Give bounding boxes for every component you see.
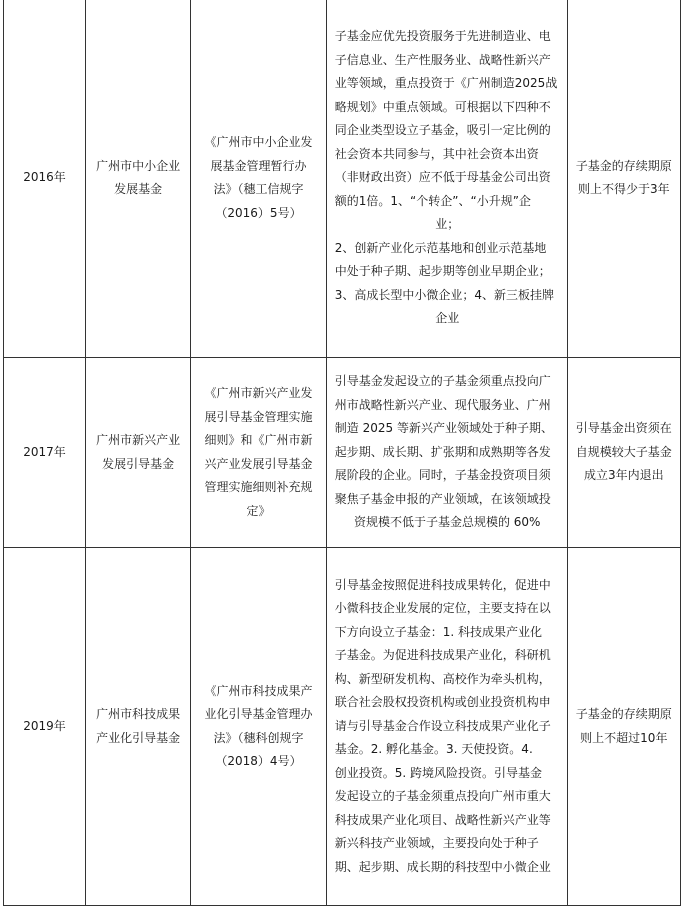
investment-requirement-cell-line: 社会资本共同参与，其中社会资本出资 — [334, 146, 539, 161]
investment-requirement-cell-line: 新兴科技产业领域，主要投向处于种子 — [334, 836, 539, 851]
investment-requirement-cell-line: 略规划》中重点领域。可根据以下四种不 — [334, 99, 551, 114]
duration-cell-line: 子基金的存续期原 — [575, 158, 672, 173]
investment-requirement-cell-line: 业等领域，重点投资于《广州制造2025战 — [334, 76, 558, 91]
investment-requirement-cell-line: 发起设立的子基金须重点投向广州市重大 — [334, 789, 551, 804]
investment-requirement-cell — [326, 0, 567, 358]
investment-requirement-cell-line: 3、高成长型中小微企业；4、新三板挂牌 — [334, 287, 555, 302]
investment-requirement-cell-line: 下方向设立子基金：1. 科技成果产业化 — [334, 624, 543, 639]
policy-document-cell-line: 细则》和《广州市新 — [204, 433, 313, 447]
policy-document-cell-line: 法》（穗工信规字 — [213, 182, 304, 196]
fund-name-cell-line: 广州市新兴产业 — [96, 433, 181, 447]
fund-name-cell-line: 发展基金 — [114, 182, 163, 196]
investment-requirement-cell — [326, 358, 567, 548]
policy-document-cell-line: 业化引导基金管理办 — [204, 707, 313, 721]
investment-requirement-cell-line: 子信息业、生产性服务业、战略性新兴产 — [334, 52, 551, 67]
policy-document-cell — [191, 548, 327, 906]
investment-requirement-cell-line: 期、起步期、成长期的科技型中小微企业 — [334, 859, 551, 874]
investment-requirement-cell-line: 州市战略性新兴产业、现代服务业、广州 — [334, 397, 551, 412]
duration-cell-line: 成立3年内退出 — [583, 468, 664, 483]
investment-requirement-cell-line: 联合社会股权投资机构或创业投资机构申 — [334, 695, 551, 710]
fund-name-cell — [85, 358, 190, 548]
policy-document-cell-line: 法》（穗科创规字 — [213, 730, 304, 745]
policy-document-cell — [191, 0, 327, 358]
fund-name-cell-line: 广州市中小企业 — [96, 158, 181, 173]
investment-requirement-cell-line: 同企业类型设立子基金，吸引一定比例的 — [334, 123, 551, 138]
table-row — [4, 548, 681, 906]
table-body — [4, 0, 681, 906]
investment-requirement-cell-line: （非财政出资）应不低于母基金公司出资 — [334, 170, 551, 185]
duration-cell-line: 子基金的存续期原 — [575, 707, 672, 721]
investment-requirement-cell-line: 创业投资。5. 跨境风险投资。引导基金 — [334, 765, 543, 780]
duration-cell — [567, 548, 680, 906]
investment-requirement-cell-line: 基金。2. 孵化基金。3. 天使投资。4. — [334, 742, 533, 757]
investment-requirement-cell-line: 2、创新产业化示范基地和创业示范基地 — [334, 240, 547, 255]
investment-requirement-cell-line: 制造 2025 等新兴产业领域处于种子期、 — [334, 421, 553, 436]
policy-document-cell-line: 《广州市新兴产业发 — [204, 386, 313, 400]
investment-requirement-cell-line: 企业 — [435, 311, 460, 326]
fund-name-cell — [85, 548, 190, 906]
investment-requirement-cell-line: 科技成果产业化项目、战略性新兴产业等 — [334, 812, 551, 827]
year-cell: 2016年 — [4, 0, 86, 358]
fund-name-cell — [85, 0, 190, 358]
policy-document-cell-line: 兴产业发展引导基金 — [204, 456, 313, 471]
investment-requirement-cell-line: 子基金应优先投资服务于先进制造业、电 — [334, 29, 551, 44]
policy-document-cell-line: 展引导基金管理实施 — [204, 409, 313, 424]
investment-requirement-cell-line: 展阶段的企业。同时，子基金投资项目须 — [334, 468, 551, 483]
investment-requirement-cell-line: 子基金。为促进科技成果产业化，科研机 — [334, 648, 551, 663]
policy-document-cell-line: （2016）5号） — [215, 205, 302, 220]
investment-requirement-cell-line: 中处于种子期、起步期等创业早期企业； — [334, 264, 551, 279]
investment-requirement-cell-line: 聚焦子基金申报的产业领域，在该领域投 — [334, 491, 551, 506]
policy-document-cell-line: （2018）4号） — [215, 754, 302, 768]
table-row — [4, 0, 681, 358]
policy-document-cell-line: 定》 — [246, 503, 271, 518]
investment-requirement-cell-line: 业； — [435, 217, 460, 232]
investment-requirement-cell-line: 额的1倍。1、“个转企”、“小升规”企 — [334, 193, 531, 208]
duration-cell — [567, 0, 680, 358]
policy-document-cell-line: 《广州市科技成果产 — [204, 683, 313, 698]
duration-cell-line: 则上不得少于3年 — [577, 182, 670, 196]
year-cell: 2017年 — [4, 358, 86, 548]
table-row — [4, 358, 681, 548]
investment-requirement-cell-line: 起步期、成长期、扩张期和成熟期等各发 — [334, 444, 551, 459]
investment-requirement-cell-line: 资规模不低于子基金总规模的 60% — [353, 515, 541, 530]
policy-document-cell-line: 管理实施细则补充规 — [204, 480, 313, 494]
fund-name-cell-line: 发展引导基金 — [102, 456, 175, 471]
duration-cell-line: 自规模较大子基金 — [575, 444, 672, 459]
policy-document-cell-line: 展基金管理暂行办 — [210, 158, 307, 173]
policy-document-cell-line: 《广州市中小企业发 — [204, 135, 313, 149]
investment-requirement-cell — [326, 548, 567, 906]
fund-policy-table — [3, 0, 681, 906]
fund-name-cell-line: 广州市科技成果 — [96, 707, 181, 721]
policy-document-cell — [191, 358, 327, 548]
investment-requirement-cell-line: 请与引导基金合作设立科技成果产业化子 — [334, 718, 551, 733]
duration-cell — [567, 358, 680, 548]
investment-requirement-cell-line: 引导基金发起设立的子基金须重点投向广 — [334, 374, 551, 389]
investment-requirement-cell-line: 小微科技企业发展的定位，主要支持在以 — [334, 601, 551, 616]
duration-cell-line: 引导基金出资须在 — [575, 421, 672, 436]
duration-cell-line: 则上不超过10年 — [580, 730, 668, 745]
year-cell: 2019年 — [4, 548, 86, 906]
fund-name-cell-line: 产业化引导基金 — [96, 730, 181, 745]
investment-requirement-cell-line: 引导基金按照促进科技成果转化，促进中 — [334, 577, 551, 592]
investment-requirement-cell-line: 构、新型研发机构、高校作为牵头机构， — [334, 671, 551, 686]
